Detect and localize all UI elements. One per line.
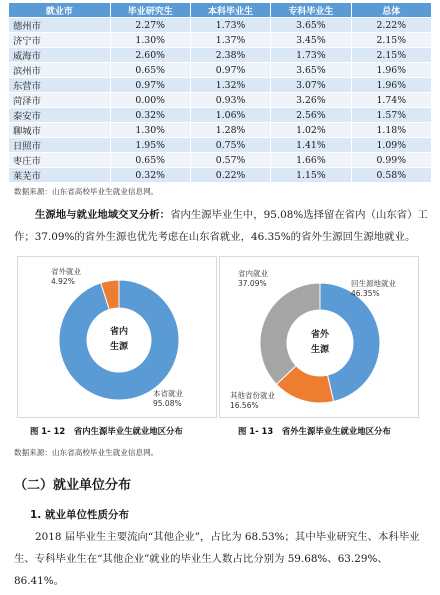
slice-category: 省外就业 — [51, 267, 81, 276]
percent-cell: 1.06% — [190, 108, 270, 123]
column-header: 毕业研究生 — [110, 3, 190, 18]
table-row — [9, 123, 432, 138]
paragraph-body: 省内生源毕业生中，95.08%选择留在省内（山东省）工作；37.09%的省外生源也优先考虑在山东省就业，46.35%的省外生源回生源地就业。 — [14, 209, 428, 243]
percent-cell: 3.45% — [271, 33, 351, 48]
percent-cell: 0.58% — [351, 168, 431, 183]
table-row — [9, 33, 432, 48]
slice-value: 4.92% — [51, 276, 75, 286]
unit-nature-paragraph: 2018 届毕业生主要流向“其他企业”，占比为 68.53%；其中毕业研究生、本科毕业生、专科毕业生在“其他企业”就业的毕业生人数占比分别为 59.68%、63.29%、86.41%。 — [14, 531, 420, 587]
figure-caption-12 — [30, 425, 183, 437]
city-cell: 东营市 — [9, 78, 111, 93]
table-row — [9, 153, 432, 168]
percent-cell: 0.22% — [190, 168, 270, 183]
column-header: 总体 — [351, 3, 431, 18]
percent-cell: 0.32% — [110, 168, 190, 183]
slice-label-in-province — [238, 269, 268, 288]
percent-cell: 1.73% — [190, 18, 270, 33]
percent-cell: 2.60% — [110, 48, 190, 63]
percent-cell: 0.32% — [110, 108, 190, 123]
city-cell: 日照市 — [9, 138, 111, 153]
city-cell: 滨州市 — [9, 63, 111, 78]
slice-category: 其他省份就业 — [230, 391, 275, 400]
chart-in-province-source — [17, 256, 217, 418]
slice-label-in-province — [153, 389, 183, 408]
slice-label-other-province — [230, 391, 275, 410]
center-text-line: 省外 — [310, 330, 329, 340]
percent-cell: 3.65% — [271, 18, 351, 33]
slice-label-out-province — [51, 267, 81, 286]
percent-cell: 2.27% — [110, 18, 190, 33]
slice-label-home — [351, 279, 396, 298]
donut-center-label — [102, 325, 136, 355]
percent-cell: 2.38% — [190, 48, 270, 63]
paragraph-heading: 生源地与就业地域交叉分析： — [35, 209, 171, 221]
percent-cell: 1.30% — [110, 33, 190, 48]
city-cell: 济宁市 — [9, 33, 111, 48]
caption-number: 图 1- 13 — [238, 426, 274, 436]
percent-cell: 1.18% — [351, 123, 431, 138]
city-cell: 威海市 — [9, 48, 111, 63]
percent-cell: 1.96% — [351, 78, 431, 93]
percent-cell: 2.22% — [351, 18, 431, 33]
city-cell: 德州市 — [9, 18, 111, 33]
percent-cell: 0.93% — [190, 93, 270, 108]
percent-cell: 1.41% — [271, 138, 351, 153]
percent-cell: 0.99% — [351, 153, 431, 168]
percent-cell: 0.65% — [110, 153, 190, 168]
figure-caption-13 — [238, 425, 391, 437]
table-header-row — [9, 3, 432, 18]
city-cell: 枣庄市 — [9, 153, 111, 168]
table-row — [9, 78, 432, 93]
table-row — [9, 108, 432, 123]
slice-value: 95.08% — [153, 398, 182, 408]
city-cell: 莱芜市 — [9, 168, 111, 183]
slice-category: 回生源地就业 — [351, 279, 396, 288]
percent-cell: 2.15% — [351, 33, 431, 48]
slice-value: 46.35% — [351, 288, 380, 298]
percent-cell: 1.28% — [190, 123, 270, 138]
percent-cell: 0.75% — [190, 138, 270, 153]
percent-cell: 2.15% — [351, 48, 431, 63]
center-text-line: 生源 — [109, 342, 128, 352]
table-row — [9, 63, 432, 78]
percent-cell: 3.26% — [271, 93, 351, 108]
percent-cell: 1.73% — [271, 48, 351, 63]
city-cell: 聊城市 — [9, 123, 111, 138]
cross-analysis-paragraph — [14, 204, 429, 248]
percent-cell: 1.96% — [351, 63, 431, 78]
city-cell: 菏泽市 — [9, 93, 111, 108]
percent-cell: 1.66% — [271, 153, 351, 168]
percent-cell: 0.00% — [110, 93, 190, 108]
percent-cell: 3.07% — [271, 78, 351, 93]
slice-category: 省内就业 — [238, 269, 268, 278]
caption-title: 省外生源毕业生就业地区分布 — [281, 426, 391, 436]
percent-cell: 0.97% — [110, 78, 190, 93]
percent-cell: 1.37% — [190, 33, 270, 48]
percent-cell: 1.95% — [110, 138, 190, 153]
slice-value: 37.09% — [238, 278, 267, 288]
section-heading: （二）就业单位分布 — [14, 478, 132, 493]
table-row — [9, 168, 432, 183]
column-header: 专科毕业生 — [271, 3, 351, 18]
percent-cell: 1.57% — [351, 108, 431, 123]
percent-cell: 0.65% — [110, 63, 190, 78]
percent-cell: 1.15% — [271, 168, 351, 183]
data-source-note: 数据来源：山东省高校毕业生就业信息网。 — [14, 187, 159, 196]
percent-cell: 2.56% — [271, 108, 351, 123]
slice-value: 16.56% — [230, 400, 259, 410]
center-text-line: 生源 — [310, 345, 329, 355]
percent-cell: 0.97% — [190, 63, 270, 78]
percent-cell: 1.32% — [190, 78, 270, 93]
percent-cell: 1.09% — [351, 138, 431, 153]
percent-cell: 1.02% — [271, 123, 351, 138]
table-row — [9, 138, 432, 153]
percent-cell: 3.65% — [271, 63, 351, 78]
center-text-line: 省内 — [109, 327, 128, 337]
table-row — [9, 93, 432, 108]
table-row — [9, 18, 432, 33]
data-source-note: 数据来源：山东省高校毕业生就业信息网。 — [14, 448, 159, 457]
caption-number: 图 1- 12 — [30, 426, 66, 436]
percent-cell: 0.57% — [190, 153, 270, 168]
table-row — [9, 48, 432, 63]
donut-center-label — [303, 328, 337, 358]
city-cell: 泰安市 — [9, 108, 111, 123]
column-header: 本科毕业生 — [190, 3, 270, 18]
percent-cell: 1.74% — [351, 93, 431, 108]
slice-category: 本省就业 — [153, 389, 183, 398]
percent-cell: 1.30% — [110, 123, 190, 138]
caption-title: 省内生源毕业生就业地区分布 — [73, 426, 183, 436]
employment-city-table — [8, 2, 432, 183]
subsection-heading: 1. 就业单位性质分布 — [30, 509, 129, 521]
chart-out-province-source — [219, 256, 419, 418]
column-header: 就业市 — [9, 3, 111, 18]
